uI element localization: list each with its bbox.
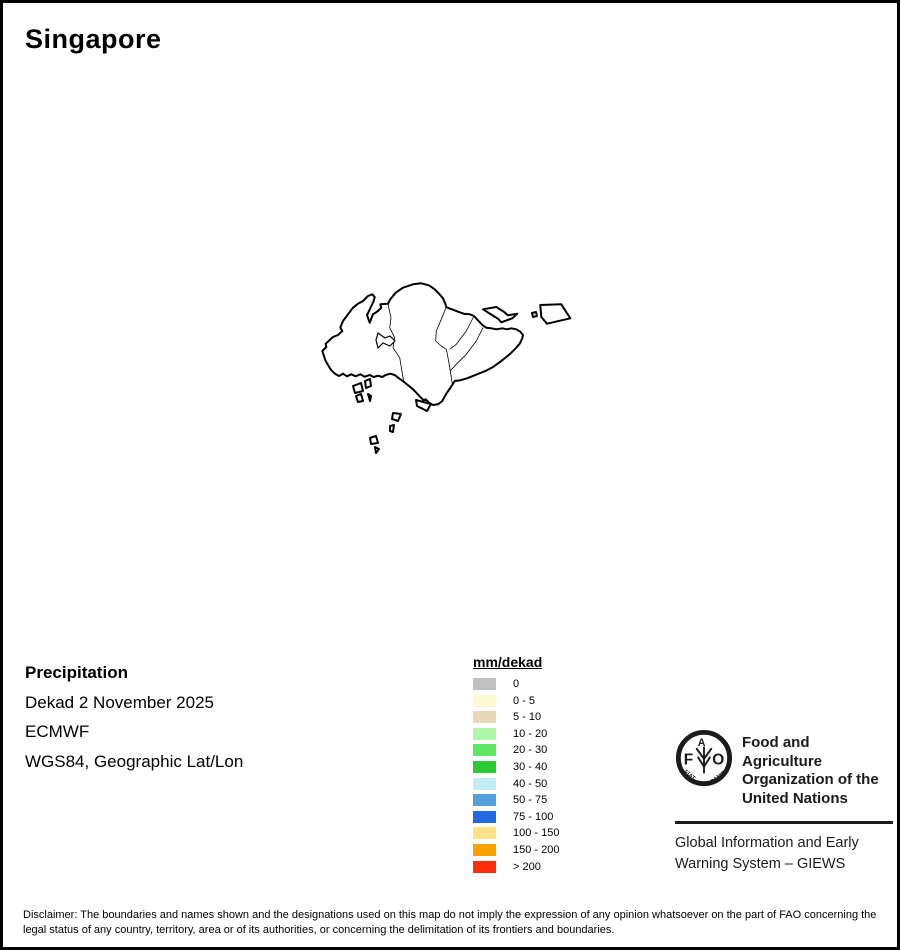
legend-swatch [473, 861, 496, 873]
legend-label: 10 - 20 [513, 727, 548, 740]
legend-label: 75 - 100 [513, 810, 554, 823]
legend-swatch [473, 744, 496, 756]
southern-island [392, 413, 401, 421]
fao-branding-block [675, 729, 893, 875]
legend-row [473, 861, 559, 873]
southern-island [390, 425, 394, 432]
svg-text:PANIS: PANIS [709, 769, 728, 786]
legend-swatch [473, 811, 496, 823]
legend-label: > 200 [513, 860, 541, 873]
southern-island [375, 447, 379, 453]
legend-label: 0 [513, 678, 520, 690]
legend-swatch [473, 761, 496, 773]
southern-island [370, 436, 378, 444]
legend-swatch [473, 711, 496, 723]
info-dekad: Dekad 2 November 2025 [25, 692, 215, 712]
giews-label: Global Information and Early Warning System – GIEWS [675, 835, 859, 872]
legend-row [473, 744, 559, 756]
legend-label: 20 - 30 [513, 744, 548, 757]
legend-row [473, 778, 559, 790]
small-island-east [532, 312, 537, 317]
pulau-tekong [540, 304, 570, 323]
legend-row [473, 695, 559, 707]
svg-text:O: O [712, 751, 725, 769]
legend-label: 40 - 50 [513, 777, 548, 790]
legend-label: 50 - 75 [513, 794, 548, 807]
info-source: ECMWF [25, 722, 90, 741]
svg-text:A: A [697, 736, 706, 749]
legend-row [473, 761, 559, 773]
southern-island [368, 394, 371, 401]
legend-label: 150 - 200 [513, 843, 560, 856]
legend-title: mm/dekad [473, 654, 543, 670]
fao-divider [675, 821, 893, 824]
legend-row [473, 728, 559, 740]
legend-row [473, 711, 559, 723]
legend-label: 100 - 150 [513, 827, 560, 840]
disclaimer-text: Disclaimer: The boundaries and names shown and the designations used on this map do not imply the expression of any opinion whatsoever on the part of FAO concerning the legal status of any country, territory, area or of its authorities, or concerning the delimitation of its frontiers and boundaries. [23, 909, 877, 936]
info-heading: Precipitation [25, 663, 128, 682]
legend-row [473, 844, 559, 856]
singapore-map [303, 261, 603, 461]
legend-row [473, 827, 559, 839]
legend-label: 30 - 40 [513, 760, 548, 773]
southern-island [356, 394, 363, 402]
map-info-block [25, 658, 243, 776]
svg-text:F: F [683, 751, 694, 769]
svg-text:FIAT: FIAT [682, 769, 697, 782]
legend-swatch [473, 728, 496, 740]
legend-swatch [473, 678, 496, 690]
legend-row [473, 794, 559, 806]
legend-swatch [473, 778, 496, 790]
legend-swatch [473, 695, 496, 707]
legend-swatch [473, 844, 496, 856]
precipitation-legend [473, 654, 559, 877]
fao-org-name: Food and Agriculture Organization of the United Nations [742, 734, 879, 807]
info-projection: WGS84, Geographic Lat/Lon [25, 751, 244, 771]
fao-logo-icon [675, 729, 733, 787]
southern-island [365, 379, 371, 388]
legend-row [473, 811, 559, 823]
southern-island [353, 383, 363, 393]
legend-swatch [473, 827, 496, 839]
legend-row [473, 678, 559, 690]
pulau-ubin [483, 307, 517, 322]
page-title: Singapore [25, 24, 162, 54]
legend-label: 5 - 10 [513, 711, 542, 724]
legend-swatch [473, 794, 496, 806]
legend-label: 0 - 5 [513, 694, 536, 707]
